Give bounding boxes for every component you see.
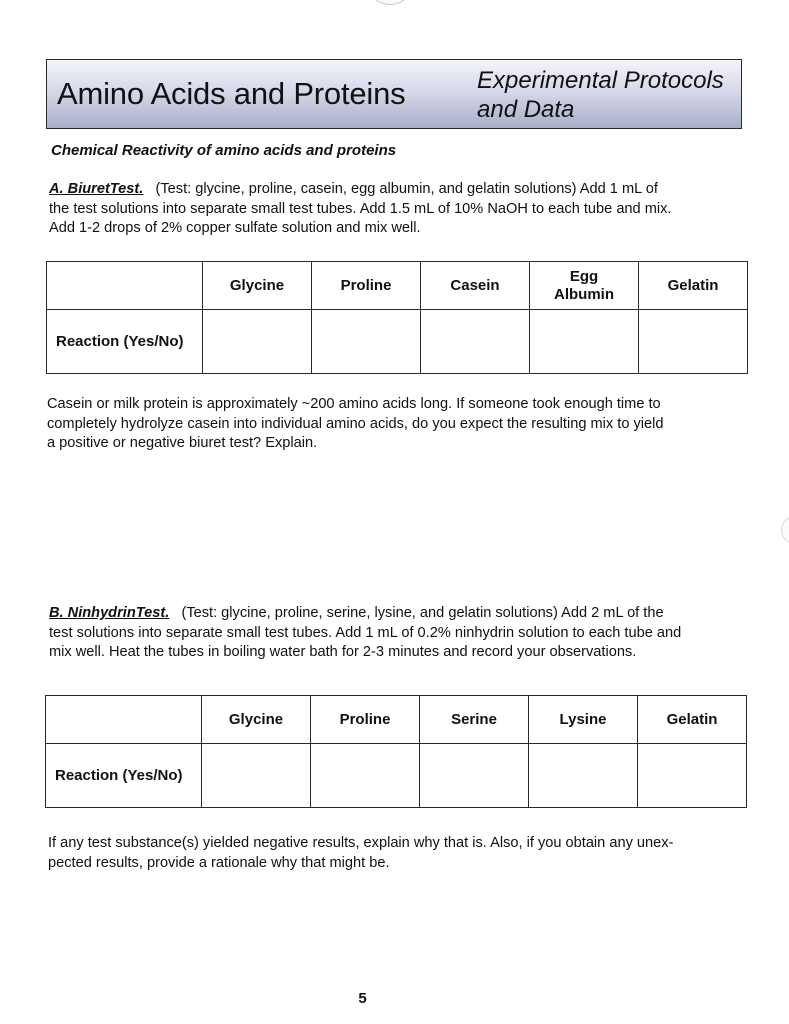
header-subtitle-line-1: Experimental Protocols — [477, 67, 724, 94]
page-edge-decoration-right — [781, 516, 789, 544]
table-header-row — [46, 696, 747, 744]
answer-cell-proline[interactable] — [312, 310, 421, 374]
section-heading: Chemical Reactivity of amino acids and proteins — [51, 142, 397, 159]
ninhydrin-question — [48, 834, 748, 873]
ninhydrin-line-1 — [49, 604, 749, 624]
column-header-proline: Proline — [312, 262, 421, 310]
column-header-proline: Proline — [311, 696, 420, 744]
page-title: Amino Acids and Proteins — [57, 76, 406, 111]
column-header-egg-albumin: Egg Albumin — [530, 262, 639, 310]
biuret-question — [47, 395, 747, 454]
biuret-question-line-2: completely hydrolyze casein into individual amino acids, do you expect the resulting mix to yield — [47, 415, 664, 432]
answer-cell-glycine[interactable] — [203, 310, 312, 374]
table-row — [46, 744, 747, 808]
answer-cell-glycine[interactable] — [202, 744, 311, 808]
header-subtitle-line-2: and Data — [477, 96, 575, 123]
answer-cell-lysine[interactable] — [529, 744, 638, 808]
column-header-serine: Serine — [420, 696, 529, 744]
ninhydrin-question-line-1: If any test substance(s) yielded negative results, explain why that is. Also, if you obtain any unex- — [48, 835, 674, 851]
row-label-reaction: Reaction (Yes/No) — [47, 310, 203, 374]
biuret-text-3: Add 1-2 drops of 2% copper sulfate solution and mix well. — [49, 220, 421, 236]
biuret-question-line-1: Casein or milk protein is approximately ~200 amino acids long. If someone took enough time to — [47, 396, 661, 412]
column-header-casein: Casein — [421, 262, 530, 310]
answer-cell-serine[interactable] — [420, 744, 529, 808]
biuret-text-1: (Test: glycine, proline, casein, egg albumin, and gelatin solutions) Add 1 mL of — [155, 181, 658, 197]
biuret-line-1 — [49, 180, 749, 200]
table-corner-cell — [46, 696, 202, 744]
biuret-instructions — [49, 180, 749, 239]
ninhydrin-question-line-2: pected results, provide a rationale why that might be. — [48, 854, 390, 871]
column-header-glycine: Glycine — [203, 262, 312, 310]
answer-cell-gelatin[interactable] — [638, 744, 747, 808]
ninhydrin-text-2: test solutions into separate small test tubes. Add 1 mL of 0.2% ninhydrin solution to each tube and — [49, 624, 682, 641]
ninhydrin-instructions — [49, 604, 749, 663]
column-header-glycine: Glycine — [202, 696, 311, 744]
header-banner — [46, 59, 742, 129]
column-header-lysine: Lysine — [529, 696, 638, 744]
biuret-text-2: the test solutions into separate small test tubes. Add 1.5 mL of 10% NaOH to each tube and mix. — [49, 200, 672, 217]
answer-cell-egg-albumin[interactable] — [530, 310, 639, 374]
table-corner-cell — [47, 262, 203, 310]
ninhydrin-text-3: mix well. Heat the tubes in boiling water bath for 2-3 minutes and record your observations. — [49, 644, 637, 660]
table-row — [47, 310, 748, 374]
page-edge-decoration — [366, 0, 414, 5]
table-header-row — [47, 262, 748, 310]
biuret-question-line-3: a positive or negative biuret test? Explain. — [47, 435, 318, 451]
column-header-gelatin: Gelatin — [638, 696, 747, 744]
ninhydrin-label: B. NinhydrinTest. — [49, 605, 170, 621]
column-header-gelatin: Gelatin — [639, 262, 748, 310]
ninhydrin-results-table — [45, 695, 747, 808]
header-subtitle — [477, 66, 724, 124]
biuret-label: A. BiuretTest. — [49, 181, 144, 197]
page-number: 5 — [358, 990, 367, 1007]
answer-cell-gelatin[interactable] — [639, 310, 748, 374]
ninhydrin-text-1: (Test: glycine, proline, serine, lysine, and gelatin solutions) Add 2 mL of the — [181, 605, 664, 621]
biuret-results-table — [46, 261, 748, 374]
answer-cell-proline[interactable] — [311, 744, 420, 808]
answer-cell-casein[interactable] — [421, 310, 530, 374]
row-label-reaction: Reaction (Yes/No) — [46, 744, 202, 808]
